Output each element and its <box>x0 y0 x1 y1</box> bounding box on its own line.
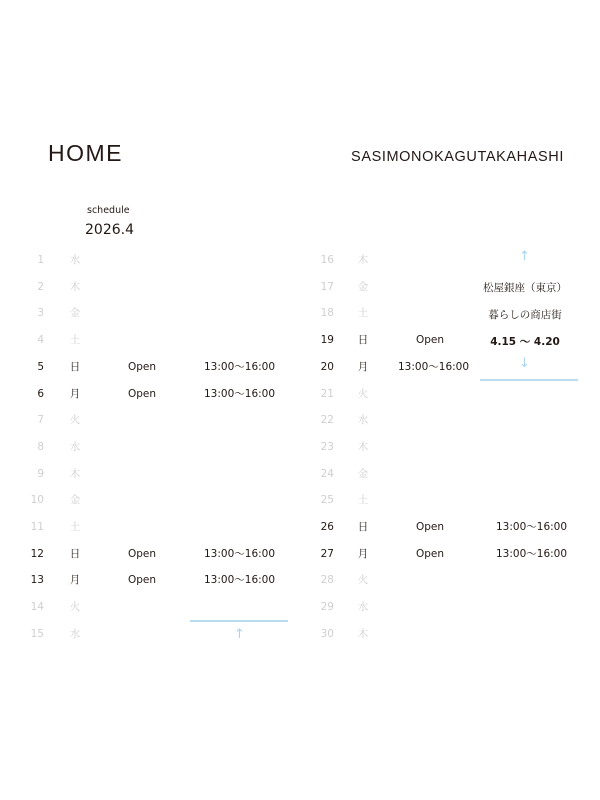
schedule-label: schedule <box>87 205 130 216</box>
day-number: 1 <box>37 254 44 266</box>
day-number: 14 <box>30 601 44 614</box>
day-number: 26 <box>320 521 334 533</box>
day-number: 28 <box>320 574 334 587</box>
opening-hours: 13:00〜16:00 <box>496 547 568 560</box>
open-status: Open <box>416 547 445 560</box>
open-status: Open <box>128 387 157 400</box>
weekday: 木 <box>357 440 369 453</box>
schedule-month: 2026.4 <box>85 222 134 238</box>
day-number: 5 <box>37 360 44 373</box>
weekday: 木 <box>69 280 81 293</box>
day-number: 27 <box>320 547 334 560</box>
event-arrow-up-icon: ↑ <box>519 249 530 264</box>
event-period: 4.15 〜 4.20 <box>490 336 560 348</box>
weekday: 月 <box>357 547 369 560</box>
weekday: 木 <box>69 467 81 480</box>
weekday: 日 <box>69 360 81 373</box>
day-number: 4 <box>37 334 44 347</box>
day-number: 23 <box>320 440 334 453</box>
event-venue: 松屋銀座（東京） <box>483 282 567 294</box>
day-number: 10 <box>30 494 44 507</box>
weekday: 火 <box>69 414 81 427</box>
weekday: 木 <box>357 254 369 266</box>
day-number: 30 <box>320 627 334 640</box>
day-number: 2 <box>37 280 44 293</box>
day-number: 7 <box>37 414 44 427</box>
day-number: 17 <box>320 280 334 293</box>
event-start-bar <box>190 620 288 622</box>
weekday: 火 <box>357 574 369 587</box>
weekday: 火 <box>357 387 369 400</box>
weekday: 金 <box>357 467 369 480</box>
weekday: 金 <box>69 307 81 320</box>
weekday: 日 <box>357 521 369 533</box>
day-number: 6 <box>37 387 44 400</box>
open-status: Open <box>128 547 157 560</box>
event-arrow-down-icon: ↓ <box>519 356 530 371</box>
opening-hours: 13:00〜16:00 <box>204 574 276 587</box>
day-number: 24 <box>320 467 334 480</box>
weekday: 土 <box>69 334 81 347</box>
event-name: 暮らしの商店街 <box>488 309 562 321</box>
day-number: 18 <box>320 307 334 320</box>
weekday: 金 <box>69 494 81 507</box>
day-number: 19 <box>320 334 334 347</box>
day-number: 9 <box>37 467 44 480</box>
day-number: 29 <box>320 601 334 614</box>
weekday: 月 <box>357 360 369 373</box>
weekday: 土 <box>357 307 369 320</box>
home-link[interactable]: HOME <box>48 140 123 166</box>
opening-hours: 13:00〜16:00 <box>204 360 276 373</box>
weekday: 日 <box>69 547 81 560</box>
weekday: 水 <box>69 254 81 266</box>
day-number: 15 <box>30 627 44 640</box>
opening-hours: 13:00〜16:00 <box>496 521 568 533</box>
weekday: 月 <box>69 574 81 587</box>
day-number: 21 <box>320 387 334 400</box>
weekday: 木 <box>357 627 369 640</box>
day-number: 25 <box>320 494 334 507</box>
weekday: 金 <box>357 280 369 293</box>
weekday: 水 <box>357 414 369 427</box>
day-number: 12 <box>30 547 44 560</box>
day-number: 8 <box>37 440 44 453</box>
opening-hours: 13:00〜16:00 <box>204 387 276 400</box>
weekday: 日 <box>357 334 369 347</box>
brand-name: SASIMONOKAGUTAKAHASHI <box>351 149 564 165</box>
day-number: 13 <box>30 574 44 587</box>
weekday: 水 <box>69 627 81 640</box>
day-number: 11 <box>30 521 44 533</box>
weekday: 土 <box>69 521 81 533</box>
event-start-arrow-up-icon: ↑ <box>234 627 245 642</box>
open-status: 13:00〜16:00 <box>398 360 470 373</box>
event-end-bar <box>480 379 578 381</box>
open-status: Open <box>416 521 445 533</box>
day-number: 22 <box>320 414 334 427</box>
day-number: 16 <box>320 254 334 266</box>
open-status: Open <box>128 360 157 373</box>
weekday: 火 <box>69 601 81 614</box>
open-status: Open <box>416 334 445 347</box>
weekday: 水 <box>357 601 369 614</box>
weekday: 月 <box>69 387 81 400</box>
weekday: 水 <box>69 440 81 453</box>
opening-hours: 13:00〜16:00 <box>204 547 276 560</box>
day-number: 20 <box>320 360 334 373</box>
open-status: Open <box>128 574 157 587</box>
day-number: 3 <box>37 307 44 320</box>
weekday: 土 <box>357 494 369 507</box>
